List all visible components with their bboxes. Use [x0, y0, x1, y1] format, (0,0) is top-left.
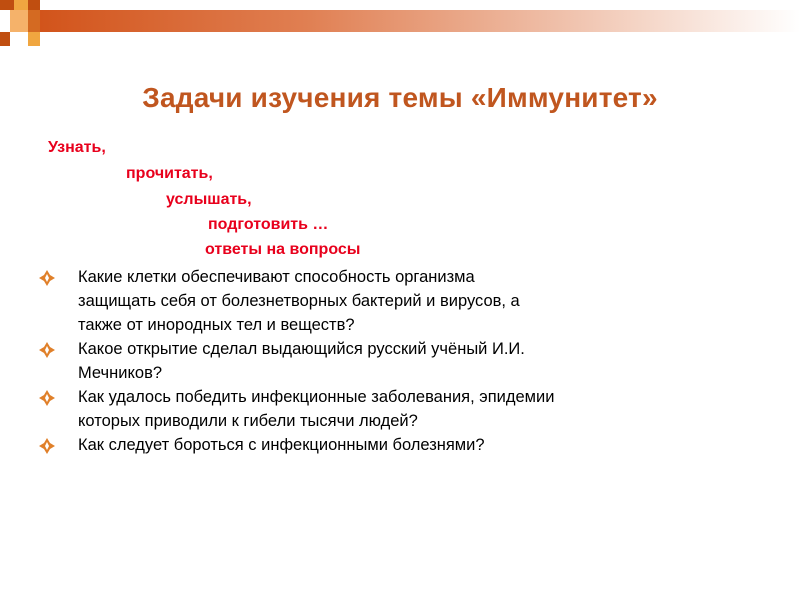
- list-item: [36, 265, 556, 337]
- task-prepare: подготовить …: [208, 216, 329, 233]
- gradient-header-bar: [40, 10, 800, 32]
- task-hear: услышать,: [166, 191, 252, 208]
- diamond-bullet-icon: [39, 342, 55, 358]
- task-answers: ответы на вопросы: [205, 241, 361, 258]
- slide-title: Задачи изучения темы «Иммунитет»: [142, 82, 658, 113]
- list-item: [36, 385, 556, 433]
- decorative-header: [0, 0, 800, 60]
- question-text: Как следует бороться с инфекционными болезнями?: [78, 436, 485, 454]
- decor-square: [14, 0, 28, 10]
- question-text: Какое открытие сделал выдающийся русский учёный И.И. Мечников?: [78, 340, 525, 382]
- decor-square: [0, 0, 14, 10]
- diamond-bullet-icon: [39, 270, 55, 286]
- list-item: [36, 337, 556, 385]
- question-text: Какие клетки обеспечивают способность организма защищать себя от болезнетворных бактерий и вирусов, а также от инородных тел и веществ?: [78, 268, 520, 334]
- question-text: Как удалось победить инфекционные заболевания, эпидемии которых приводили к гибели тысячи людей?: [78, 388, 555, 430]
- task-read: прочитать,: [126, 165, 213, 182]
- decor-square: [10, 10, 28, 32]
- decor-square: [28, 32, 40, 46]
- decor-square: [0, 32, 10, 46]
- decor-square: [28, 0, 40, 10]
- diamond-bullet-icon: [39, 390, 55, 406]
- task-learn: Узнать,: [48, 139, 106, 156]
- questions-list: [36, 265, 556, 457]
- list-item: [36, 433, 556, 457]
- decor-square: [28, 10, 40, 32]
- diamond-bullet-icon: [39, 438, 55, 454]
